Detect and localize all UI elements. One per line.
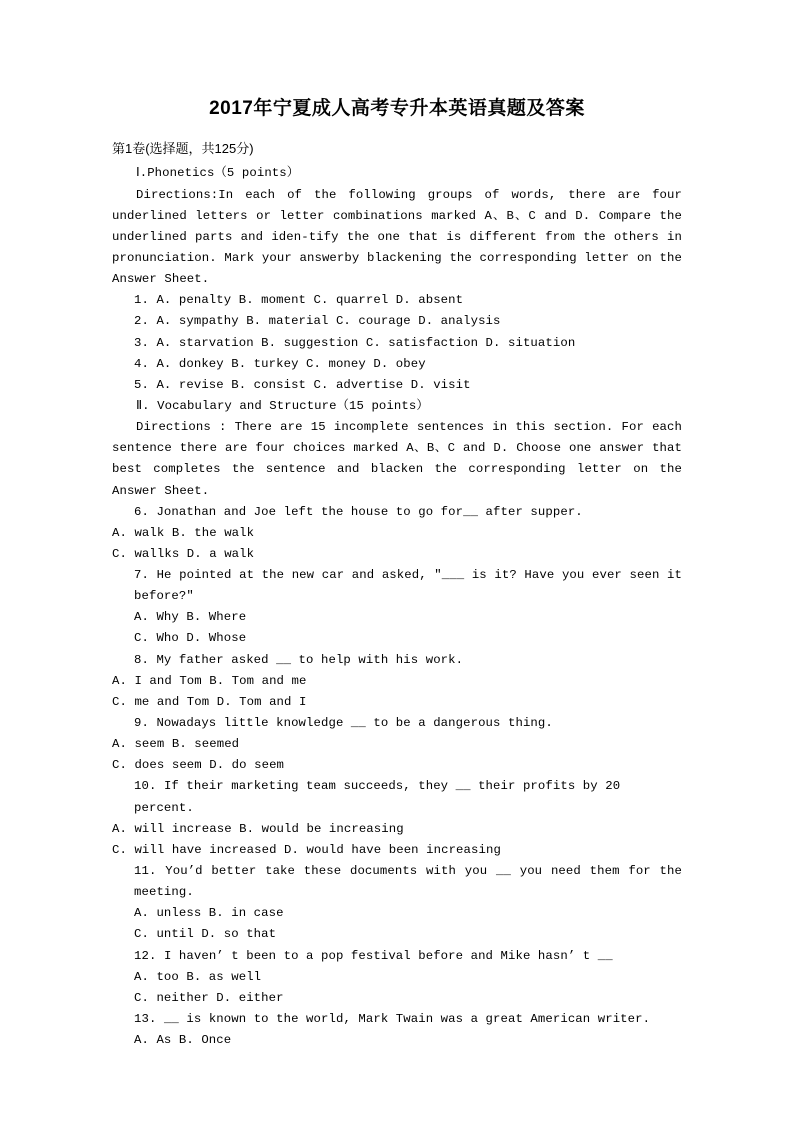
question-number: 7. <box>134 568 149 583</box>
question-text: You’d better take these documents with you __ you need them for the meeting. <box>134 864 682 900</box>
question-text: A. penalty B. moment C. quarrel D. absent <box>156 293 464 308</box>
section-directions-phonetics: Directions:In each of the following groups of words, there are four underlined letters or letter combinations marked A、B、C and D. Compare the underlined parts and iden-tify the one that is different from the others in pronunciation. Mark your answerby blackening the corresponding letter on the Answer Sheet. <box>112 187 682 287</box>
question-item <box>112 354 682 375</box>
question-stem <box>112 1009 682 1030</box>
question-options: C. Who D. Whose <box>134 631 247 646</box>
question-options: C. does seem D. do seem <box>112 758 285 773</box>
section-directions-vocabulary: Directions : There are 15 incomplete sentences in this section. For each sentence there are four choices marked A、B、C and D. Choose one answer that best completes the sentence and blacken the corresponding letter on the Answer Sheet. <box>112 420 682 498</box>
question-stem <box>112 650 682 671</box>
question-item <box>112 290 682 311</box>
question-text: I haven’ t been to a pop festival before and Mike hasn’ t __ <box>163 948 613 963</box>
question-text: A. revise B. consist C. advertise D. visit <box>156 377 471 392</box>
question-options: A. will increase B. would be increasing <box>112 821 404 836</box>
question-options: A. Why B. Where <box>134 610 247 625</box>
question-text: A. starvation B. suggestion C. satisfaction D. situation <box>156 335 576 350</box>
question-text: __ is known to the world, Mark Twain was a great American writer. <box>163 1012 651 1027</box>
question-stem <box>112 565 682 607</box>
question-number: 9. <box>134 716 149 731</box>
question-text: My father asked __ to help with his work. <box>156 652 464 667</box>
question-stem <box>112 502 682 523</box>
section-heading-phonetics: Ⅰ.Phonetics（5 points） <box>136 166 300 181</box>
question-text: If their marketing team succeeds, they __ their profits by 20 percent. <box>134 779 621 815</box>
section-heading-vocabulary: Ⅱ. Vocabulary and Structure（15 points） <box>136 398 429 413</box>
question-text: He pointed at the new car and asked, ″___ is it? Have you ever seen it before?″ <box>134 568 682 604</box>
question-options: A. As B. Once <box>134 1033 232 1048</box>
question-options: A. too B. as well <box>134 969 262 984</box>
question-options: C. neither D. either <box>134 990 284 1005</box>
question-number: 6. <box>134 504 149 519</box>
question-stem <box>112 946 682 967</box>
question-options: C. will have increased D. would have been increasing <box>112 842 501 857</box>
question-options: C. wallks D. a walk <box>112 546 255 561</box>
question-number: 4. <box>134 356 149 371</box>
question-number: 2. <box>134 314 149 329</box>
question-number: 3. <box>134 335 149 350</box>
question-item <box>112 375 682 396</box>
page-title: 2017年宁夏成人高考专升本英语真题及答案 <box>209 98 585 119</box>
question-options: A. walk B. the walk <box>112 525 255 540</box>
question-text: A. donkey B. turkey C. money D. obey <box>156 356 426 371</box>
question-stem <box>112 776 682 818</box>
question-number: 1. <box>134 293 149 308</box>
question-number: 5. <box>134 377 149 392</box>
question-options: A. seem B. seemed <box>112 737 240 752</box>
question-stem <box>112 713 682 734</box>
question-text: Jonathan and Joe left the house to go for__ after supper. <box>156 504 583 519</box>
paper-part-label: 第1卷(选择题，共125分) <box>112 140 254 156</box>
question-number: 12. <box>134 948 157 963</box>
question-options: C. until D. so that <box>134 927 277 942</box>
question-number: 10. <box>134 779 157 794</box>
question-text: Nowadays little knowledge __ to be a dangerous thing. <box>156 716 553 731</box>
question-stem <box>112 861 682 903</box>
question-number: 11. <box>134 864 157 879</box>
question-number: 13. <box>134 1012 157 1027</box>
question-options: A. unless B. in case <box>134 906 284 921</box>
question-options: A. I and Tom B. Tom and me <box>112 673 307 688</box>
question-item <box>112 333 682 354</box>
question-options: C. me and Tom D. Tom and I <box>112 694 307 709</box>
question-number: 8. <box>134 652 149 667</box>
question-text: A. sympathy B. material C. courage D. analysis <box>156 314 501 329</box>
question-item <box>112 311 682 332</box>
